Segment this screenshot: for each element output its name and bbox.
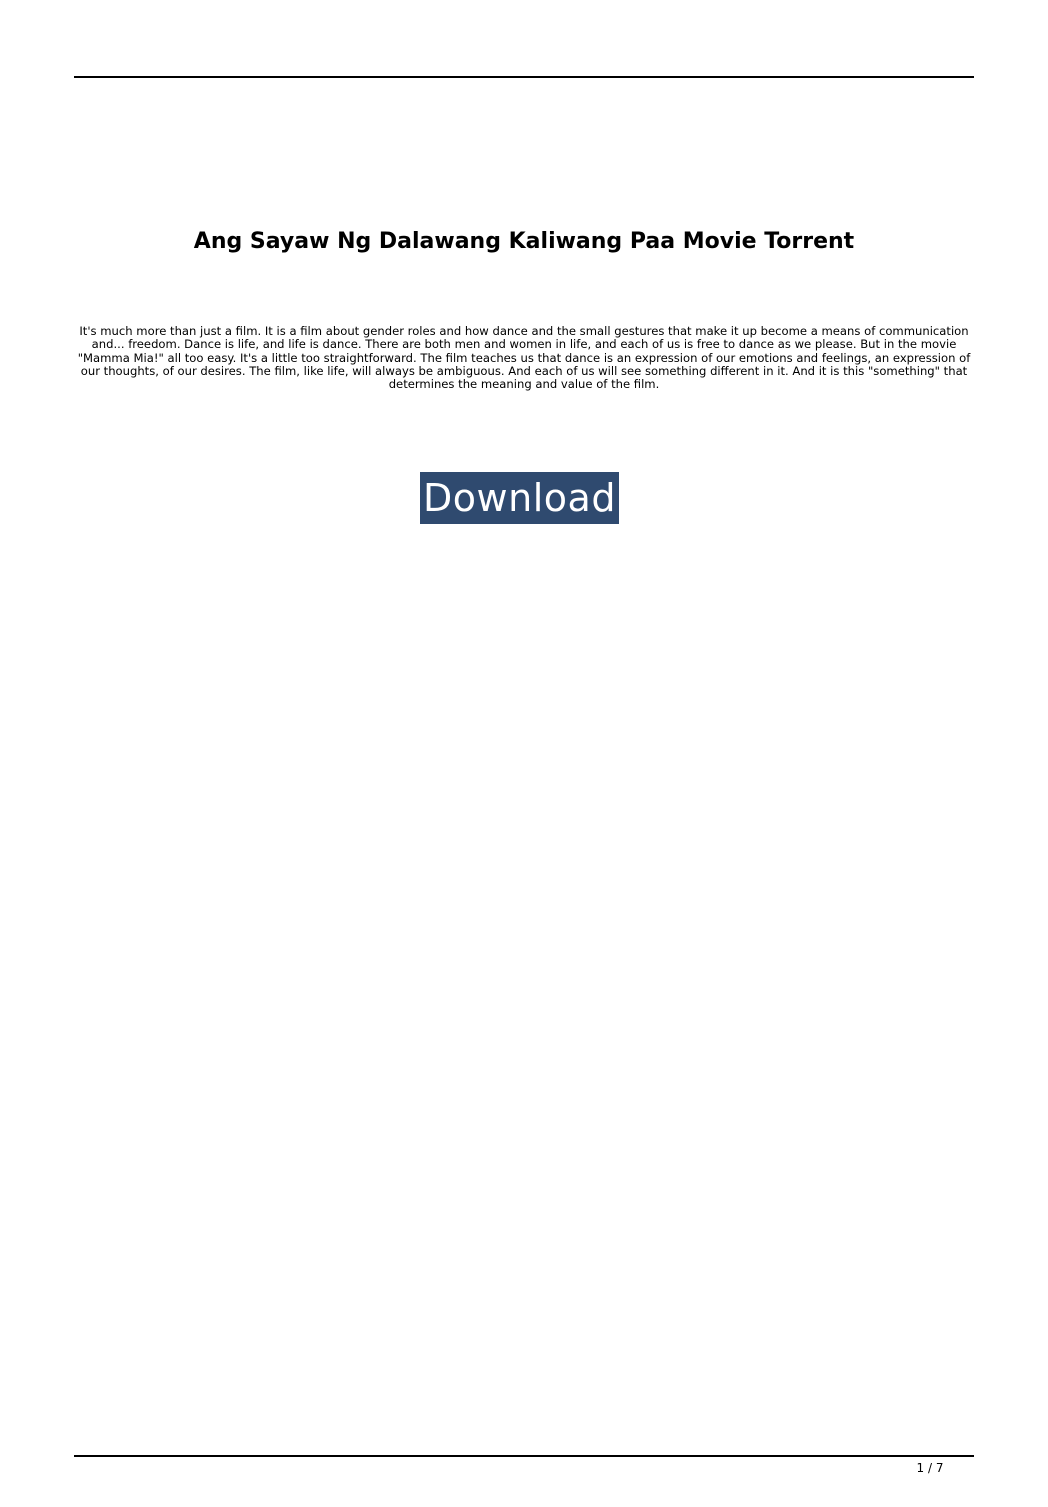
page-title: Ang Sayaw Ng Dalawang Kaliwang Paa Movie Torrent [193,229,855,254]
header-divider [74,76,974,78]
description-paragraph: It's much more than just a film. It is a film about gender roles and how dance and the small gestures that make it up become a means of communication and... freedom. Dance is life, and life is dance. There are both men and women in life, and each of us is free to dance as we please. But in the movie "Mamma Mia!" all too easy. It's a little too straightforward. The film teaches us that dance is an expression of our emotions and feelings, an expression of our thoughts, of our desires. The film, like life, will always be ambiguous. And each of us will see something different in it. And it is this "something" that determines the meaning and value of the film. [77,324,971,392]
page-indicator: 1 / 7 [916,1461,944,1475]
footer-divider [74,1455,974,1457]
download-button[interactable]: Download [420,472,619,524]
